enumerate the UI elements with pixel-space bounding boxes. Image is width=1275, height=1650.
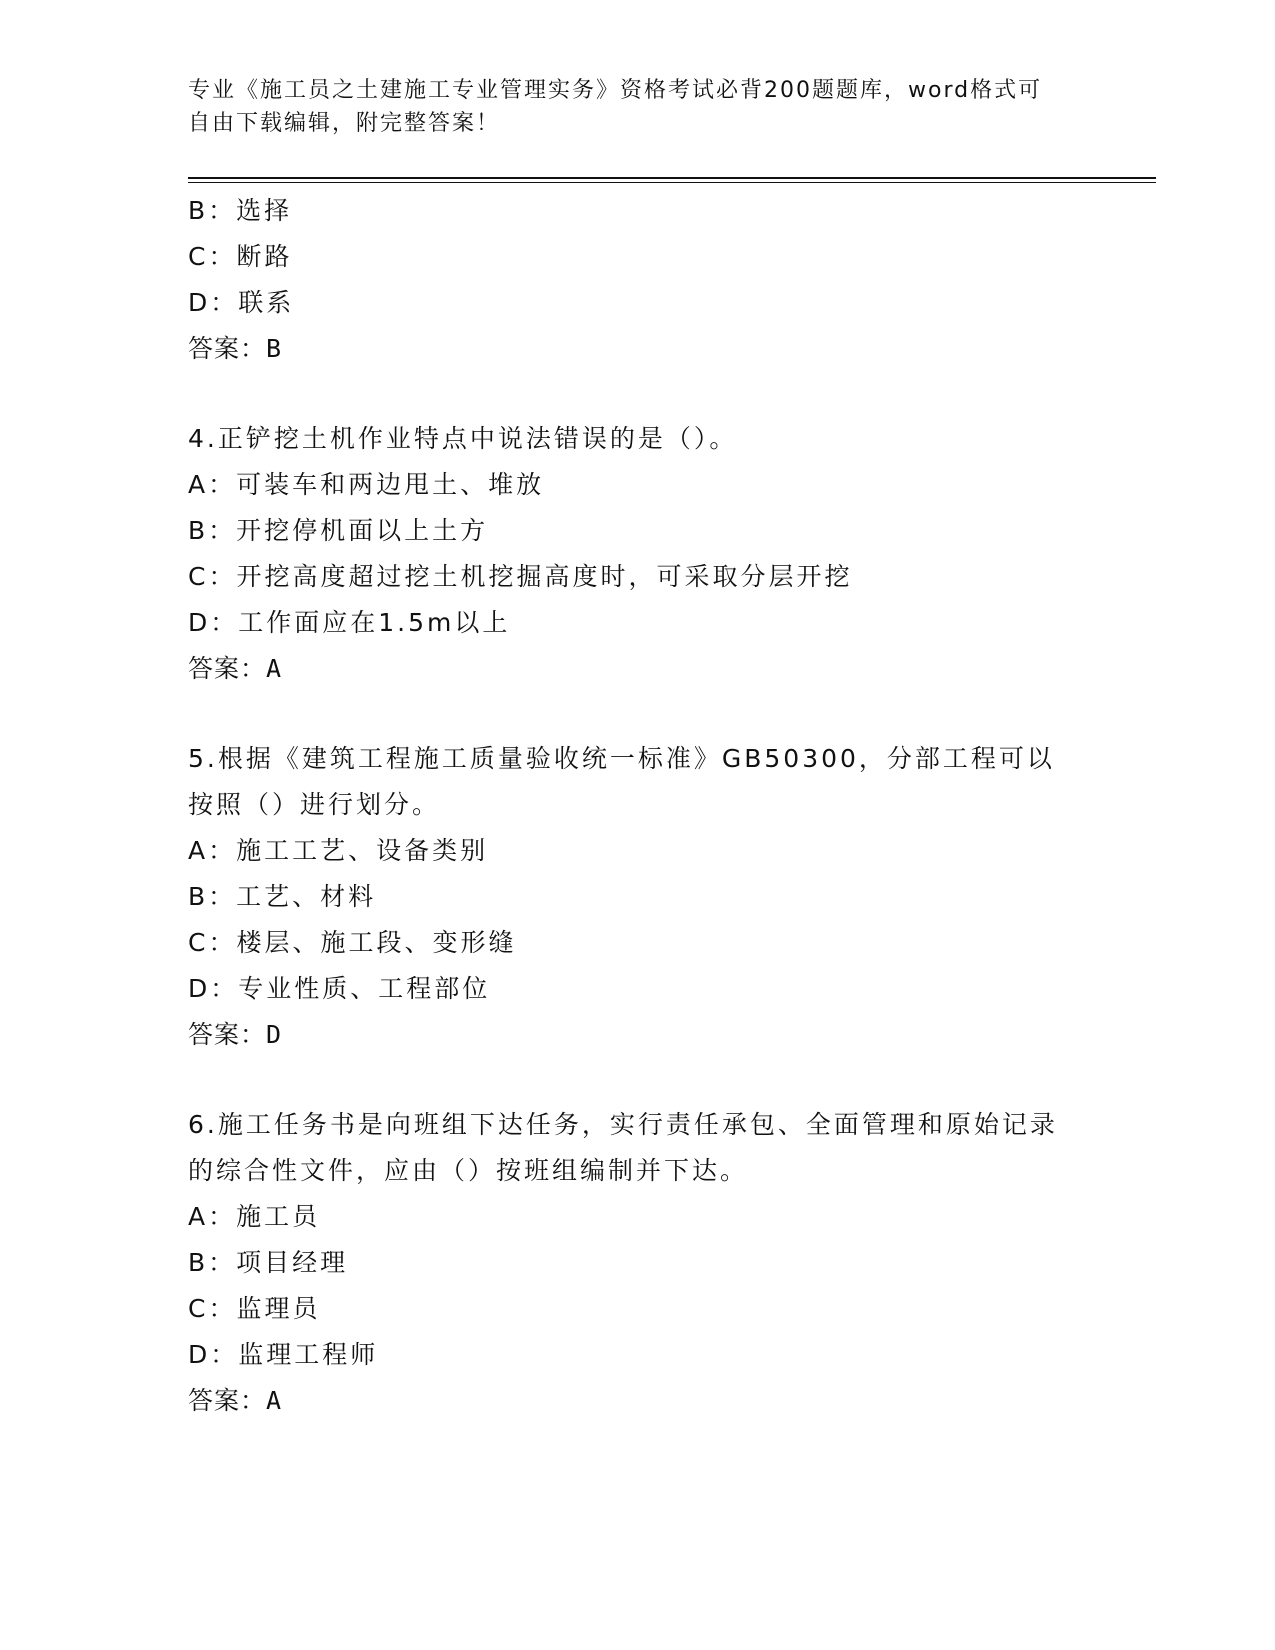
question-list <box>188 188 1088 1424</box>
header-line-2: 自由下载编辑，附完整答案！ <box>188 111 501 136</box>
option-c: C：监理员 <box>188 1294 321 1323</box>
spacer <box>188 1058 1088 1102</box>
option-c: C：楼层、施工段、变形缝 <box>188 928 517 957</box>
answer-line: 答案：D <box>188 1020 283 1049</box>
question-stem: 6.施工任务书是向班组下达任务，实行责任承包、全面管理和原始记录的综合性文件，应由（）按班组编制并下达。 <box>188 1110 1058 1185</box>
header-line-1: 专业《施工员之土建施工专业管理实务》资格考试必背200题题库，word格式可 <box>188 78 1043 103</box>
question-block-4 <box>188 416 1088 692</box>
option-a: A：施工员 <box>188 1202 321 1231</box>
document-header <box>188 74 1068 140</box>
spacer <box>188 372 1088 416</box>
option-d: D：专业性质、工程部位 <box>188 974 491 1003</box>
question-stem: 4.正铲挖土机作业特点中说法错误的是（）。 <box>188 424 738 453</box>
question-stem: 5.根据《建筑工程施工质量验收统一标准》GB50300，分部工程可以按照（）进行划分。 <box>188 744 1055 819</box>
option-a: A：可装车和两边甩土、堆放 <box>188 470 545 499</box>
answer-line: 答案：A <box>188 1386 283 1415</box>
option-d: D：工作面应在1.5m以上 <box>188 608 511 637</box>
question-block-5 <box>188 736 1088 1058</box>
header-divider-thick <box>188 177 1156 179</box>
question-block-6 <box>188 1102 1088 1424</box>
option-b: B：工艺、材料 <box>188 882 377 911</box>
option-c: C：开挖高度超过挖土机挖掘高度时，可采取分层开挖 <box>188 562 853 591</box>
answer-line: 答案：A <box>188 654 283 683</box>
answer-line: 答案：B <box>188 334 283 363</box>
header-divider-thin <box>188 182 1156 183</box>
option-d: D：监理工程师 <box>188 1340 379 1369</box>
option-d: D：联系 <box>188 288 295 317</box>
option-a: A：施工工艺、设备类别 <box>188 836 489 865</box>
option-b: B：选择 <box>188 196 293 225</box>
option-b: B：开挖停机面以上土方 <box>188 516 489 545</box>
question-block-partial <box>188 188 1088 372</box>
option-b: B：项目经理 <box>188 1248 349 1277</box>
option-c: C：断路 <box>188 242 293 271</box>
spacer <box>188 692 1088 736</box>
